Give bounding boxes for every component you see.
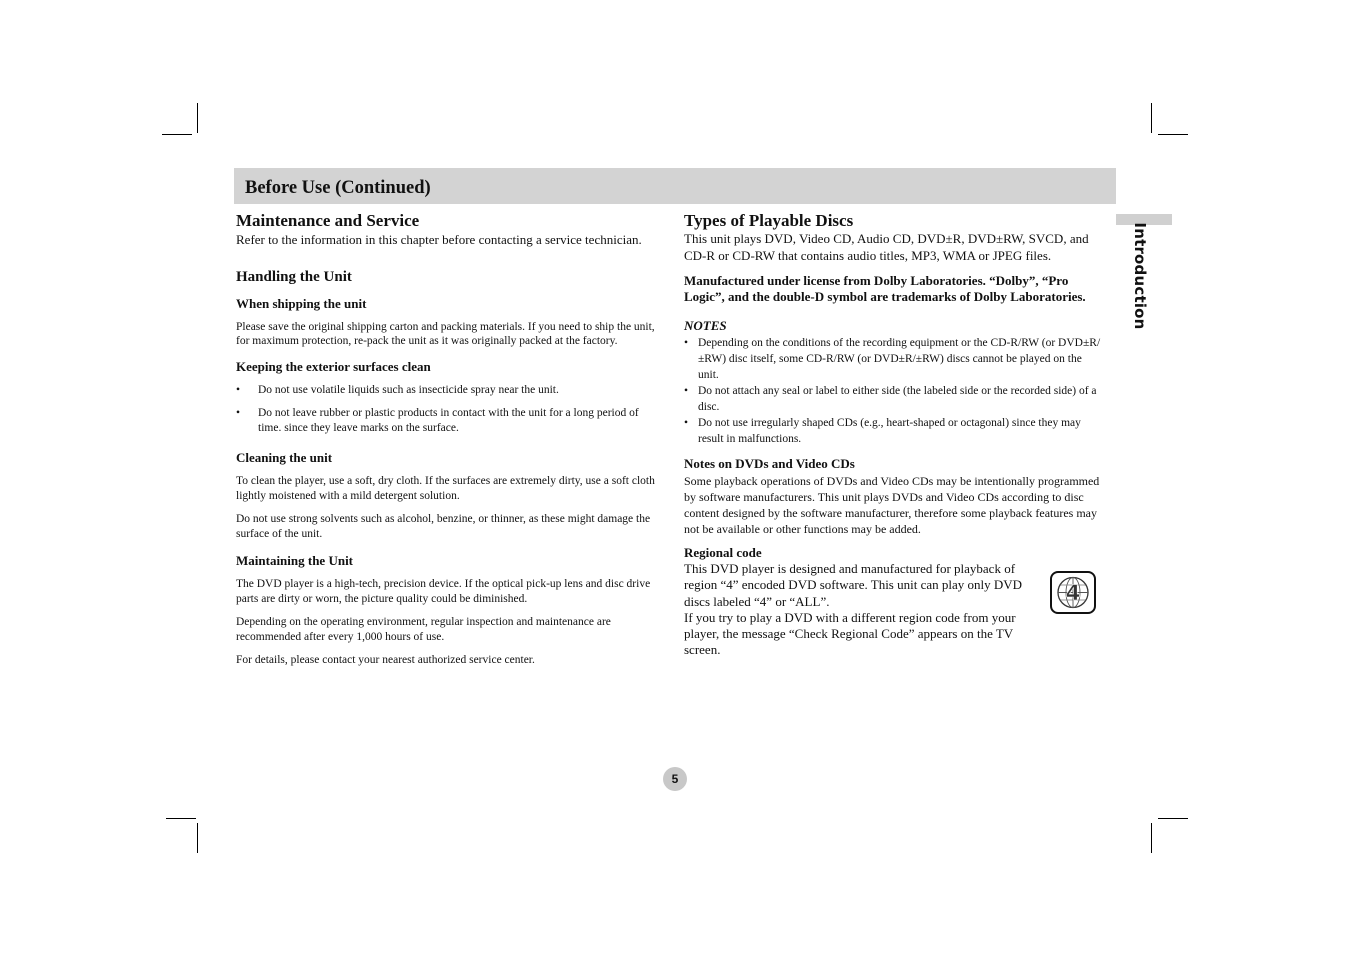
shipping-heading: When shipping the unit: [236, 295, 367, 311]
regional-code-block: [684, 561, 1104, 659]
crop-mark: [1158, 134, 1188, 135]
list-item: • Do not use irregularly shaped CDs (e.g., heart-shaped or octagonal) since they may result in malfunctions.: [684, 415, 1104, 447]
maintenance-intro: Refer to the information in this chapter before contacting a service technician.: [236, 232, 642, 247]
crop-mark: [197, 103, 198, 133]
maintaining-text: The DVD player is a high-tech, precision device. If the optical pick-up lens and disc drive parts are dirty or worn, the picture quality could be diminished.: [236, 578, 651, 605]
maintaining-text: Depending on the operating environment, regular inspection and maintenance are recommended after every 1,000 hours of use.: [236, 616, 611, 643]
handling-heading: Handling the Unit: [236, 268, 352, 285]
list-item: • Do not attach any seal or label to either side (the labeled side or the recorded side) of a disc.: [684, 383, 1104, 415]
crop-mark: [197, 823, 198, 853]
maintaining-heading: Maintaining the Unit: [236, 553, 354, 568]
regional-code-text: If you try to play a DVD with a different region code from your player, the message “Check Regional Code” appears on the TV screen.: [684, 609, 1016, 658]
section-header-banner: [234, 168, 1116, 204]
dvd-notes-text: Some playback operations of DVDs and Video CDs may be intentionally programmed by software manufacturers. This unit plays DVDs and Video CDs according to disc content designed by the software manufacturer, therefore some playback features may not be available or other functions may be added.: [684, 474, 1100, 536]
list-item: • Do not leave rubber or plastic products in contact with the unit for a long period of time. since they leave marks on the surface.: [236, 406, 664, 435]
notes-heading: NOTES: [684, 318, 727, 333]
disc-types-heading: Types of Playable Discs: [684, 211, 854, 230]
page-title: Before Use (Continued): [245, 178, 431, 198]
left-column: [236, 211, 664, 668]
cleaning-text: To clean the player, use a soft, dry cloth. If the surfaces are extremely dirty, use a soft cloth lightly moistened with a mild detergent solution.: [236, 475, 655, 502]
crop-mark: [162, 134, 192, 135]
disc-types-text: This unit plays DVD, Video CD, Audio CD, DVD±R, DVD±RW, SVCD, and CD-R or CD-RW that contains audio titles, MP3, WMA or JPEG files.: [684, 231, 1089, 263]
right-column: [684, 211, 1104, 659]
shipping-text: Please save the original shipping carton and packing materials. If you need to ship the unit, for maximum protection, re-pack the unit as it was originally packed at the factory.: [236, 320, 655, 347]
crop-mark: [1158, 818, 1188, 819]
region-globe-icon: [1050, 571, 1096, 614]
dvd-notes-heading: Notes on DVDs and Video CDs: [684, 456, 855, 471]
regional-code-text: This DVD player is designed and manufactured for playback of region “4” encoded DVD software. This unit can play only DVD discs labeled “4” or “ALL”.: [684, 561, 1023, 609]
regional-code-heading: Regional code: [684, 545, 762, 560]
crop-mark: [1151, 103, 1152, 133]
exterior-list: [236, 383, 664, 436]
notes-list: [684, 335, 1104, 447]
side-tab-label: Introduction: [1131, 222, 1149, 330]
region-number: 4: [1065, 581, 1081, 605]
maintaining-text: For details, please contact your nearest authorized service center.: [236, 654, 535, 666]
list-item: • Depending on the conditions of the recording equipment or the CD-R/RW (or DVD±R/±RW) disc itself, some CD-R/RW (or DVD±R/±RW) discs cannot be played on the unit.: [684, 335, 1104, 383]
dolby-notice: Manufactured under license from Dolby Laboratories. “Dolby”, “Pro Logic”, and the double-D symbol are trademarks of Dolby Laboratories.: [684, 273, 1086, 304]
page-number: 5: [663, 767, 687, 791]
cleaning-text: Do not use strong solvents such as alcohol, benzine, or thinner, as these might damage the surface of the unit.: [236, 513, 651, 540]
list-item: • Do not use volatile liquids such as insecticide spray near the unit.: [236, 383, 664, 398]
cleaning-heading: Cleaning the unit: [236, 450, 333, 465]
crop-mark: [166, 818, 196, 819]
crop-mark: [1151, 823, 1152, 853]
exterior-heading: Keeping the exterior surfaces clean: [236, 358, 431, 374]
maintenance-heading: Maintenance and Service: [236, 211, 420, 230]
